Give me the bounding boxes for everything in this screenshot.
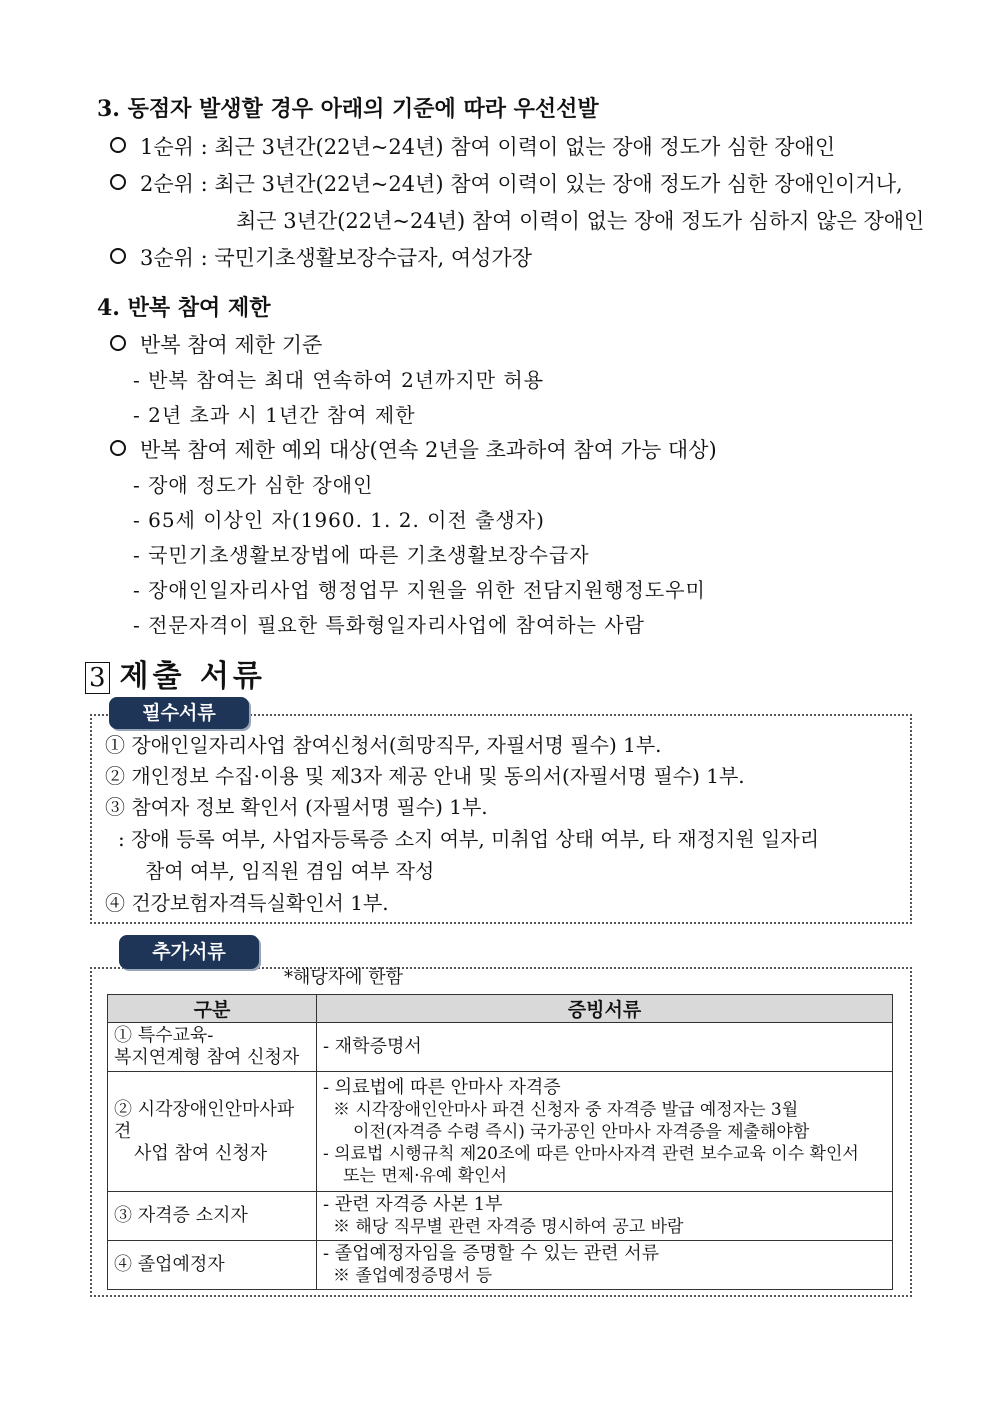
document-note: ※ 해당 직무별 관련 자격증 명시하여 공고 바람 [333,1217,684,1237]
additional-docs-table [107,994,893,1290]
exception-title: 반복 참여 제한 예외 대상(연속 2년을 초과하여 참여 가능 대상) [140,438,717,462]
exception-item: - 장애 정도가 심한 장애인 [133,473,374,497]
category-line: ② 시각장애인안마사파견 [114,1098,295,1142]
document-note: ※ 시각장애인안마사 파견 신청자 중 자격증 발급 예정자는 3월 [333,1099,799,1120]
criteria-title: 반복 참여 제한 기준 [140,333,323,357]
required-doc-item: ③ 참여자 정보 확인서 (자필서명 필수) 1부. [105,795,488,819]
table-cell-category [108,1241,317,1290]
bullet-circle-icon [110,335,126,351]
exception-item: - 전문자격이 필요한 특화형일자리사업에 참여하는 사람 [133,613,645,637]
table-row [108,1241,893,1290]
exception-item: - 국민기초생활보장법에 따른 기초생활보장수급자 [133,543,590,567]
exception-item: - 장애인일자리사업 행정업무 지원을 위한 전담지원행정도우미 [133,578,706,602]
section-number: 3 [85,662,110,694]
docs-section-heading [85,651,266,695]
criteria-item: - 반복 참여는 최대 연속하여 2년까지만 허용 [133,368,545,392]
table-cell-category [108,1023,317,1072]
required-doc-item: ② 개인정보 수집·이용 및 제3자 제공 안내 및 동의서(자필서명 필수) 1부. [105,764,745,788]
table-row [108,1192,893,1241]
exception-item: - 65세 이상인 자(1960. 1. 2. 이전 출생자) [133,508,545,532]
bullet-circle-icon [110,174,126,190]
table-cell-category [108,1072,317,1192]
document-note: 이전(자격증 수령 즉시) 국가공인 안마사 자격증을 제출해야함 [353,1121,810,1142]
criteria-title-item [110,329,322,359]
rank2-text: 2순위 : 최근 3년간(22년~24년) 참여 이력이 있는 장애 정도가 심한 장애인이거나, [140,172,903,196]
table-cell-documents [317,1192,893,1241]
category-line: 사업 참여 신청자 [134,1142,268,1164]
category-line: ③ 자격증 소지자 [114,1205,248,1226]
category-line: ④ 졸업예정자 [114,1254,225,1275]
document-line: - 관련 자격증 사본 1부 [323,1194,503,1215]
table-cell-documents [317,1241,893,1290]
bullet-circle-icon [110,440,126,456]
required-docs-tag: 필수서류 [109,697,249,729]
rank3-item [110,242,532,272]
exception-title-item [110,434,717,464]
table-header-row [108,995,893,1023]
table-header-documents: 증빙서류 [317,995,893,1023]
category-line: ① 특수교육- [114,1025,214,1046]
bullet-circle-icon [110,137,126,153]
required-doc-detail: : 장애 등록 여부, 사업자등록증 소지 여부, 미취업 상태 여부, 타 재정지원 일자리 [118,827,820,851]
section-title: 제출 서류 [119,659,266,694]
required-doc-detail: 참여 여부, 임직원 겸임 여부 작성 [145,859,435,883]
table-row [108,1023,893,1072]
table-cell-category [108,1192,317,1241]
additional-docs-tag: 추가서류 [119,935,259,969]
rank2-item [110,168,903,198]
rank3-text: 3순위 : 국민기초생활보장수급자, 여성가장 [140,246,532,270]
section4-heading: 4. 반복 참여 제한 [97,295,271,321]
bullet-circle-icon [110,248,126,264]
table-cell-documents [317,1023,893,1072]
document-line: 또는 면제·유예 확인서 [343,1165,508,1186]
rank2-text-continued: 최근 3년간(22년~24년) 참여 이력이 없는 장애 정도가 심하지 않은 장애인 [236,209,925,233]
additional-docs-note: *해당자에 한함 [284,967,404,988]
section3-heading: 3. 동점자 발생할 경우 아래의 기준에 따라 우선선발 [97,96,599,122]
rank1-item [110,131,835,161]
document-line: - 졸업예정자임을 증명할 수 있는 관련 서류 [323,1243,660,1264]
category-line: 복지연계형 참여 신청자 [114,1047,300,1068]
required-doc-item: ① 장애인일자리사업 참여신청서(희망직무, 자필서명 필수) 1부. [105,733,662,757]
document-line: - 의료법 시행규칙 제20조에 따른 안마사자격 관련 보수교육 이수 확인서 [323,1143,859,1164]
document-line: - 재학증명서 [323,1036,422,1057]
table-cell-documents [317,1072,893,1192]
table-header-category: 구분 [108,995,317,1023]
document-note: ※ 졸업예정증명서 등 [333,1266,493,1286]
document-line: - 의료법에 따른 안마사 자격증 [323,1076,561,1098]
rank1-text: 1순위 : 최근 3년간(22년~24년) 참여 이력이 없는 장애 정도가 심한 장애인 [140,135,836,159]
criteria-item: - 2년 초과 시 1년간 참여 제한 [133,403,416,427]
table-row [108,1072,893,1192]
required-doc-item: ④ 건강보험자격득실확인서 1부. [105,891,389,915]
